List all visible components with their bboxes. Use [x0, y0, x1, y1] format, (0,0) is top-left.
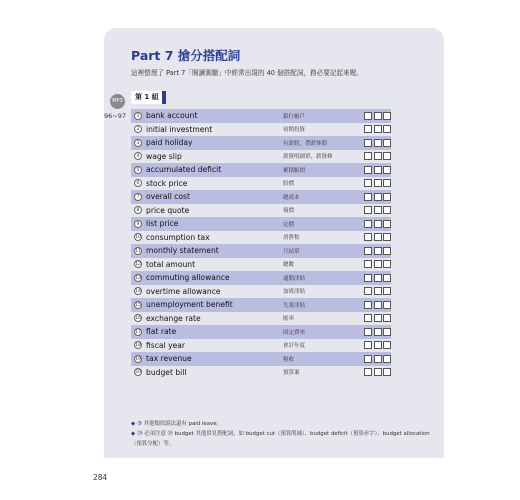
review-checkbox[interactable] [383, 233, 391, 241]
vocab-row [131, 150, 391, 164]
review-checkbox[interactable] [383, 206, 391, 214]
vocab-term: stock price [146, 178, 188, 188]
vocab-row [131, 285, 391, 299]
review-checkbox[interactable] [364, 314, 372, 322]
bullet-icon: ◆ [131, 431, 136, 437]
vocab-list [131, 109, 391, 379]
review-checkbox[interactable] [374, 193, 382, 201]
review-checkbox[interactable] [383, 287, 391, 295]
review-checkbox[interactable] [374, 368, 382, 376]
review-checkbox[interactable] [374, 301, 382, 309]
item-number: 14 [135, 289, 141, 295]
review-checkboxes [364, 355, 391, 363]
vocab-row [131, 109, 391, 123]
vocab-term: unemployment benefit [146, 300, 233, 310]
review-checkbox[interactable] [374, 112, 382, 120]
review-checkboxes [364, 328, 391, 336]
vocab-row [131, 339, 391, 353]
item-number: 3 [134, 139, 142, 147]
vocab-row [131, 204, 391, 218]
vocab-meaning: 報價 [283, 208, 295, 215]
vocab-meaning: 預算案 [283, 370, 300, 377]
review-checkbox[interactable] [374, 206, 382, 214]
review-checkbox[interactable] [374, 341, 382, 349]
vocab-row [131, 136, 391, 150]
review-checkbox[interactable] [383, 125, 391, 133]
vocab-meaning: 匯率 [283, 316, 295, 323]
vocab-term: wage slip [146, 151, 182, 161]
vocab-meaning: 失業津貼 [283, 302, 306, 309]
vocab-term: total amount [146, 259, 196, 269]
review-checkbox[interactable] [364, 247, 372, 255]
review-checkbox[interactable] [383, 314, 391, 322]
vocab-meaning: 月結單 [283, 248, 300, 255]
item-number: 15 [135, 302, 141, 308]
vocab-row [131, 123, 391, 137]
note-item: ◆ ③ 其他類似說法還有 paid leave。 [131, 421, 222, 427]
review-checkboxes [364, 139, 391, 147]
review-checkbox[interactable] [364, 125, 372, 133]
vocab-term: accumulated deficit [146, 165, 222, 175]
vocab-meaning: 有薪假，帶薪休假 [283, 140, 328, 147]
vocab-meaning: 加班津貼 [283, 289, 306, 296]
vocab-meaning: 累積虧損 [283, 167, 306, 174]
review-checkbox[interactable] [374, 328, 382, 336]
review-checkboxes [364, 206, 391, 214]
review-checkbox[interactable] [383, 166, 391, 174]
vocab-term: initial investment [146, 124, 213, 134]
vocab-row [131, 325, 391, 339]
review-checkbox[interactable] [374, 314, 382, 322]
vocab-term: fiscal year [146, 340, 186, 350]
item-number: 9 [134, 220, 142, 228]
review-checkboxes [364, 233, 391, 241]
item-number: 2 [134, 125, 142, 133]
review-checkboxes [364, 301, 391, 309]
vocab-row [131, 163, 391, 177]
item-number: 8 [134, 206, 142, 214]
vocab-meaning: 固定費率 [283, 329, 306, 336]
review-checkbox[interactable] [364, 179, 372, 187]
vocab-term: monthly statement [146, 246, 219, 256]
review-checkbox[interactable] [374, 139, 382, 147]
review-checkbox[interactable] [364, 301, 372, 309]
vocab-row [131, 312, 391, 326]
review-checkbox[interactable] [364, 260, 372, 268]
vocab-meaning: 總數 [283, 262, 295, 269]
review-checkbox[interactable] [374, 179, 382, 187]
review-checkboxes [364, 112, 391, 120]
review-checkbox[interactable] [383, 152, 391, 160]
vocab-meaning: 消費稅 [283, 235, 300, 242]
review-checkbox[interactable] [374, 166, 382, 174]
vocab-row [131, 190, 391, 204]
review-checkbox[interactable] [383, 328, 391, 336]
review-checkbox[interactable] [364, 233, 372, 241]
review-checkboxes [364, 166, 391, 174]
vocab-meaning: 初期投資 [283, 127, 306, 134]
vocab-term: paid holiday [146, 138, 193, 148]
track-number: 96~97 [104, 112, 126, 120]
vocab-term: consumption tax [146, 232, 210, 242]
note-item: ◆ ⑳ 必須注意 ⑳ budget 其他常見搭配詞，如 budget cut（預算削減）、budget deficit（預算赤字）、budget allocation（預算分配）等。 [131, 431, 430, 447]
review-checkboxes [364, 368, 391, 376]
review-checkbox[interactable] [383, 368, 391, 376]
review-checkbox[interactable] [383, 260, 391, 268]
item-number: 5 [134, 166, 142, 174]
vocab-term: list price [146, 219, 179, 229]
vocab-meaning: 會計年度 [283, 343, 306, 350]
item-number: 11 [135, 248, 141, 254]
vocab-term: bank account [146, 111, 198, 121]
item-number: 20 [135, 370, 141, 376]
vocab-row [131, 271, 391, 285]
review-checkbox[interactable] [374, 355, 382, 363]
vocab-term: budget bill [146, 367, 187, 377]
vocab-term: exchange rate [146, 313, 201, 323]
vocab-row [131, 258, 391, 272]
review-checkbox[interactable] [364, 152, 372, 160]
review-checkbox[interactable] [364, 274, 372, 282]
item-number: 17 [135, 329, 141, 335]
review-checkbox[interactable] [383, 274, 391, 282]
vocab-term: overall cost [146, 192, 190, 202]
page-number: 284 [93, 473, 108, 482]
vocab-meaning: 總成本 [283, 194, 300, 201]
vocab-row [131, 298, 391, 312]
review-checkboxes [364, 193, 391, 201]
review-checkboxes [364, 152, 391, 160]
review-checkbox[interactable] [383, 341, 391, 349]
review-checkbox[interactable] [383, 301, 391, 309]
item-number: 18 [135, 343, 141, 349]
vocab-meaning: 銀行帳戶 [283, 113, 306, 120]
review-checkbox[interactable] [364, 328, 372, 336]
vocab-meaning: 稅收 [283, 356, 295, 363]
review-checkbox[interactable] [374, 152, 382, 160]
page-title: Part 7 搶分搭配詞 [131, 48, 241, 63]
review-checkbox[interactable] [383, 112, 391, 120]
review-checkbox[interactable] [383, 355, 391, 363]
vocab-row [131, 366, 391, 380]
item-number: 6 [134, 179, 142, 187]
review-checkbox[interactable] [364, 193, 372, 201]
review-checkbox[interactable] [364, 341, 372, 349]
mp3-icon[interactable]: MP3 [110, 94, 125, 109]
review-checkboxes [364, 179, 391, 187]
vocab-meaning: 薪資明細單，薪資條 [283, 154, 333, 161]
review-checkboxes [364, 247, 391, 255]
review-checkboxes [364, 287, 391, 295]
group-label-bar [162, 91, 166, 104]
vocab-term: commuting allowance [146, 273, 230, 283]
vocab-term: overtime allowance [146, 286, 221, 296]
review-checkbox[interactable] [374, 247, 382, 255]
notes [131, 419, 431, 449]
review-checkbox[interactable] [383, 179, 391, 187]
item-number: 13 [135, 275, 141, 281]
review-checkboxes [364, 260, 391, 268]
review-checkbox[interactable] [364, 287, 372, 295]
review-checkbox[interactable] [374, 287, 382, 295]
item-number: 1 [134, 112, 142, 120]
vocab-meaning: 股價 [283, 181, 295, 188]
vocab-row [131, 231, 391, 245]
review-checkboxes [364, 220, 391, 228]
review-checkboxes [364, 314, 391, 322]
review-checkbox[interactable] [364, 220, 372, 228]
review-checkboxes [364, 125, 391, 133]
vocab-term: flat rate [146, 327, 177, 337]
item-number: 16 [135, 316, 141, 322]
vocab-term: tax revenue [146, 354, 192, 364]
review-checkbox[interactable] [374, 125, 382, 133]
vocab-term: price quote [146, 205, 190, 215]
review-checkbox[interactable] [374, 233, 382, 241]
review-checkbox[interactable] [364, 166, 372, 174]
vocab-meaning: 定價 [283, 221, 295, 228]
review-checkboxes [364, 274, 391, 282]
review-checkbox[interactable] [364, 368, 372, 376]
vocab-row [131, 217, 391, 231]
review-checkbox[interactable] [364, 206, 372, 214]
review-checkbox[interactable] [364, 139, 372, 147]
review-checkbox[interactable] [383, 139, 391, 147]
review-checkbox[interactable] [383, 247, 391, 255]
bullet-icon: ◆ [131, 421, 136, 427]
vocab-row [131, 177, 391, 191]
review-checkbox[interactable] [374, 274, 382, 282]
group-label: 第 1 組 [131, 91, 165, 104]
item-number: 7 [134, 193, 142, 201]
intro-text: 這裡整理了 Part 7「閱讀測驗」中經常出現的 40 個搭配詞，務必要記起來喔。 [131, 69, 363, 77]
review-checkbox[interactable] [364, 355, 372, 363]
review-checkbox[interactable] [374, 260, 382, 268]
item-number: 10 [135, 235, 141, 241]
review-checkbox[interactable] [374, 220, 382, 228]
item-number: 4 [134, 152, 142, 160]
item-number: 19 [135, 356, 141, 362]
review-checkbox[interactable] [383, 193, 391, 201]
review-checkbox[interactable] [364, 112, 372, 120]
review-checkbox[interactable] [383, 220, 391, 228]
item-number: 12 [135, 262, 141, 268]
vocab-row [131, 244, 391, 258]
vocab-row [131, 352, 391, 366]
review-checkboxes [364, 341, 391, 349]
vocab-meaning: 通勤津貼 [283, 275, 306, 282]
